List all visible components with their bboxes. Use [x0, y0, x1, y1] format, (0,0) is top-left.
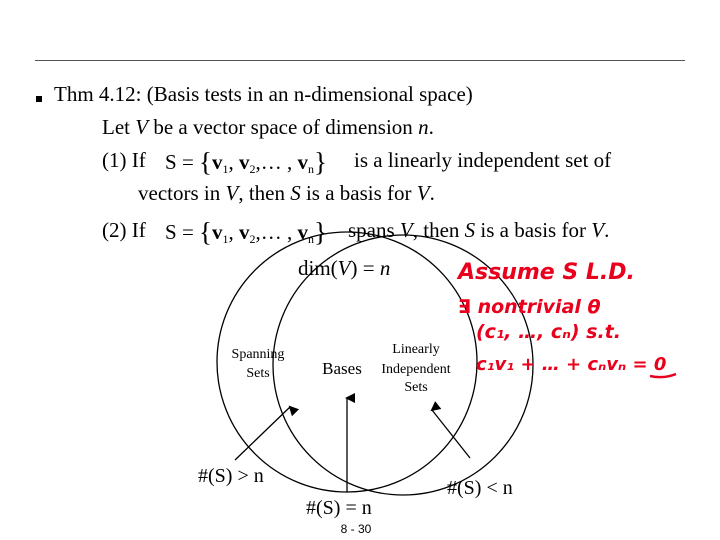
intro-V: V — [135, 115, 149, 139]
item2-V: V — [399, 218, 413, 242]
item2-brace-close: } — [314, 217, 327, 247]
item2-sub1: 1 — [222, 232, 229, 246]
item2-text-a: spans — [348, 218, 400, 242]
item1-tail: is a linearly independent set of — [354, 148, 612, 172]
item2-S2: S — [464, 218, 476, 242]
item1-text-a: vectors in — [138, 181, 226, 205]
item1-label: (1) If — [102, 148, 146, 172]
cardinality-equal: #(S) = n — [306, 497, 372, 519]
annotation-line-1: Assume S L.D. — [458, 260, 635, 285]
dim-V: V — [337, 256, 351, 280]
item1-sub1: 1 — [222, 162, 229, 176]
cardinality-greater: #(S) > n — [198, 465, 264, 487]
intro-n: n — [418, 115, 429, 139]
annotation-line-4: c₁v₁ + … + cₙvₙ = 0 — [476, 354, 667, 375]
item1-set-formula: $S = \{v_1$, $v_2,\dots$ , $v_n$} — [165, 147, 327, 177]
item2-eq: = — [176, 220, 200, 244]
item2-vn: v — [297, 220, 308, 244]
item2-sub2: 2 — [249, 232, 256, 246]
item1-v2: v — [239, 150, 250, 174]
item1-vn: v — [297, 150, 308, 174]
intro-period: . — [428, 115, 434, 139]
item1-dots: ,… — [255, 150, 282, 174]
item1-eq: = — [176, 150, 200, 174]
item2-period: . — [604, 218, 610, 242]
item2-S: S — [165, 220, 177, 244]
theorem-title: Thm 4.12: (Basis tests in an n-dimensional space) — [54, 82, 473, 106]
item2-v2: v — [239, 220, 250, 244]
intro-text: Let — [102, 115, 136, 139]
item1-text-c: is a basis for — [300, 181, 417, 205]
dim-n: n — [379, 256, 391, 280]
item1-text-b: , then — [238, 181, 291, 205]
item1-V: V — [225, 181, 239, 205]
annotation-line-3: (c₁, …, cₙ) s.t. — [476, 321, 621, 343]
page-number: 8 - 30 — [340, 522, 372, 536]
item2-text-b: , then — [412, 218, 465, 242]
item1-S: S — [165, 150, 177, 174]
intro-text-2: be a vector space of dimension — [148, 115, 419, 139]
item2-V2: V — [591, 218, 605, 242]
dim-text-b: ) = — [350, 256, 380, 280]
item1-V2: V — [416, 181, 430, 205]
item1-period: . — [429, 181, 435, 205]
independent-label-3: Sets — [404, 380, 428, 395]
cardinality-less: #(S) < n — [447, 477, 513, 499]
spanning-label-1: Spanning — [231, 347, 285, 362]
independent-label-2: Independent — [381, 362, 451, 377]
item1-sub2: 2 — [249, 162, 256, 176]
item2-text-c: is a basis for — [475, 218, 592, 242]
item2-subn: n — [308, 232, 314, 246]
item1-v1: v — [212, 150, 223, 174]
dim-text-a: dim( — [298, 256, 338, 280]
item1-brace-close: } — [314, 147, 327, 177]
annotation-line-2: ∃ nontrivial θ — [458, 296, 601, 318]
bases-label: Bases — [322, 359, 362, 378]
item2-brace-open: { — [199, 217, 212, 247]
item1-subn: n — [308, 162, 314, 176]
item1-brace-open: { — [199, 147, 212, 177]
item2-label: (2) If — [102, 218, 146, 242]
item2-dots: ,… — [255, 220, 282, 244]
item2-set-formula: $S = \{v_1$, $v_2,\dots$ , $v_n$} — [165, 217, 327, 247]
item1-S2: S — [290, 181, 301, 205]
item2-v1: v — [212, 220, 223, 244]
spanning-label-2: Sets — [246, 366, 270, 381]
independent-label-1: Linearly — [392, 342, 440, 357]
